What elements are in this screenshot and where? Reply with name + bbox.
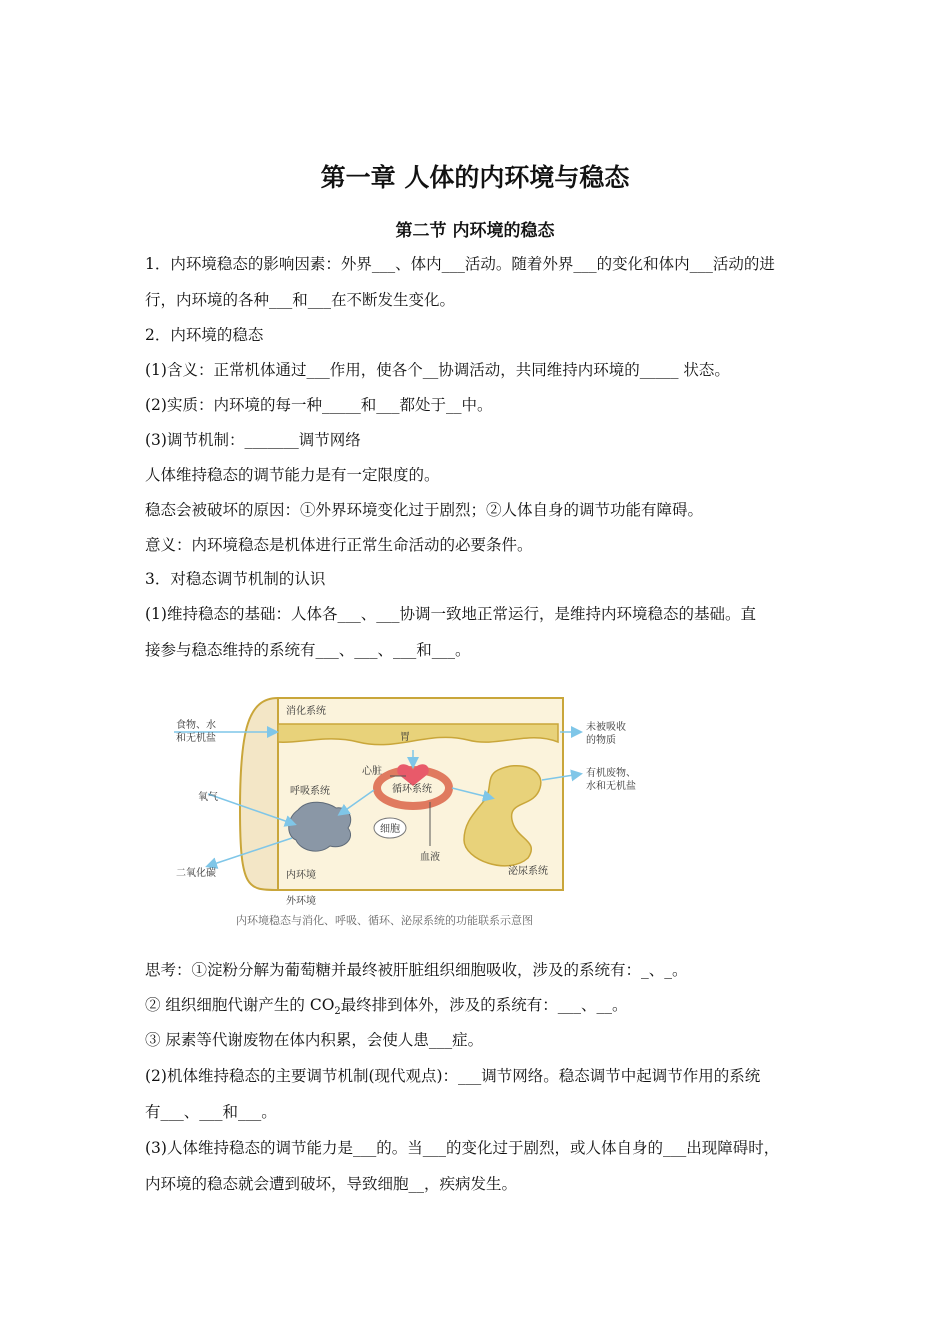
label-waste-2: 水和无机盐 <box>586 781 636 792</box>
text-line: 2．内环境的稳态 <box>145 326 264 344</box>
label-food-2: 和无机盐 <box>176 733 216 744</box>
text-line: (1)维持稳态的基础：人体各___、___协调一致地正常运行，是维持内环境稳态的基础。直 <box>145 605 756 623</box>
text-line: 意义：内环境稳态是机体进行正常生命活动的必要条件。 <box>145 536 533 554</box>
text-line: (1)含义：正常机体通过___作用，使各个__协调活动，共同维持内环境的_____ 状态。 <box>145 361 730 379</box>
text-line-co2 <box>145 993 825 1024</box>
text-line: (3)调节机制：_______调节网络 <box>145 431 361 449</box>
label-circulatory: 循环系统 <box>392 784 432 795</box>
text-line: 稳态会被破坏的原因：①外界环境变化过于剧烈；②人体自身的调节功能有障碍。 <box>145 501 704 519</box>
label-external-env: 外环境 <box>286 896 316 907</box>
co2-line-pre: ② 组织细胞代谢产生的 CO <box>145 996 335 1014</box>
co2-subscript: 2 <box>334 1006 341 1018</box>
label-heart: 心脏 <box>362 766 382 777</box>
label-food-1: 食物、水 <box>176 720 216 731</box>
section-title: 第二节 内环境的稳态 <box>395 221 555 241</box>
diagram-caption: 内环境稳态与消化、呼吸、循环、泌尿系统的功能联系示意图 <box>236 914 533 927</box>
label-oxygen: 氧气 <box>198 792 218 803</box>
text-line: 人体维持稳态的调节能力是有一定限度的。 <box>145 466 440 484</box>
label-unabsorbed-1: 未被吸收 <box>586 722 626 733</box>
text-line: ③ 尿素等代谢废物在体内积累，会使人患___症。 <box>145 1031 484 1049</box>
text-line: 思考：①淀粉分解为葡萄糖并最终被肝脏组织细胞吸收，涉及的系统有：_、_。 <box>145 961 688 979</box>
label-digestive: 消化系统 <box>286 706 326 717</box>
label-co2: 二氧化碳 <box>176 868 216 879</box>
label-stomach: 胃 <box>400 732 410 743</box>
label-blood: 血液 <box>420 852 440 863</box>
text-line: 行，内环境的各种___和___在不断发生变化。 <box>145 291 456 309</box>
label-waste-1: 有机废物、 <box>586 768 636 779</box>
diagram-svg <box>168 690 658 938</box>
lung-icon <box>289 802 351 851</box>
co2-line-post: 最终排到体外，涉及的系统有：___、__。 <box>340 996 628 1014</box>
text-line: (2)实质：内环境的每一种_____和___都处于__中。 <box>145 396 493 414</box>
label-cell: 细胞 <box>380 824 400 835</box>
chapter-title: 第一章 人体的内环境与稳态 <box>320 163 630 192</box>
text-line: 内环境的稳态就会遭到破坏，导致细胞__，疾病发生。 <box>145 1175 518 1193</box>
text-line: 1．内环境稳态的影响因素：外界___、体内___活动。随着外界___的变化和体内___活动的进 <box>145 255 775 273</box>
text-line: 接参与稳态维持的系统有___、___、___和___。 <box>145 641 471 659</box>
label-respiratory: 呼吸系统 <box>290 786 330 797</box>
text-line: (2)机体维持稳态的主要调节机制(现代观点)：___调节网络。稳态调节中起调节作用的系统 <box>145 1067 761 1085</box>
label-urinary: 泌尿系统 <box>508 866 548 877</box>
text-line: (3)人体维持稳态的调节能力是___的。当___的变化过于剧烈，或人体自身的___出现障碍时， <box>145 1139 780 1157</box>
body-wall <box>240 698 278 890</box>
label-unabsorbed-2: 的物质 <box>586 735 616 746</box>
text-line: 有___、___和___。 <box>145 1103 277 1121</box>
text-line: 3．对稳态调节机制的认识 <box>145 570 326 588</box>
system-diagram <box>168 690 658 938</box>
label-internal-env: 内环境 <box>286 870 316 881</box>
